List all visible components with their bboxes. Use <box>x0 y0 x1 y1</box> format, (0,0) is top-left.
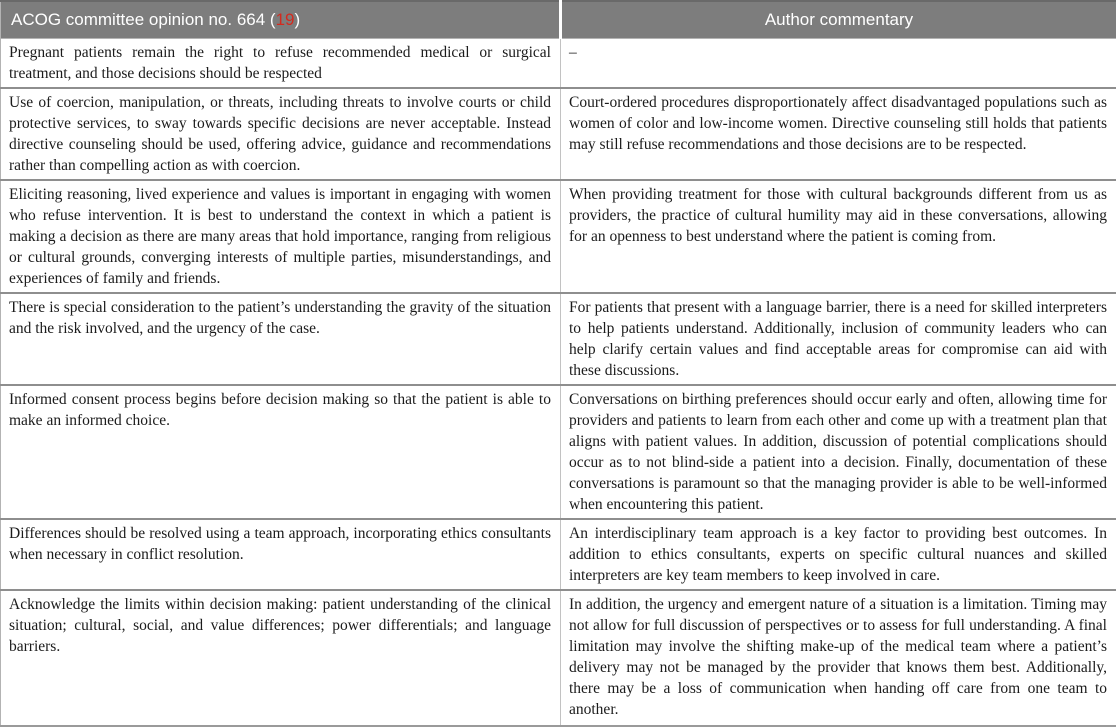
opinion-cell: Differences should be resolved using a team approach, incorporating ethics consultants when necessary in conflict resolution. <box>1 519 561 590</box>
opinion-cell: Pregnant patients remain the right to refuse recommended medical or surgical treatment, and those decisions should be respected <box>1 38 561 88</box>
opinion-cell: Informed consent process begins before decision making so that the patient is able to make an informed choice. <box>1 385 561 519</box>
commentary-cell: Conversations on birthing preferences should occur early and often, allowing time for providers and patients to learn from each other and come up with a treatment plan that aligns with patient values. In addition, discussion of potential complications should occur as to not blind-side a patient into a decision. Finally, documentation of these conversations is paramount so that the managing provider is able to be well-informed when encountering this patient. <box>561 385 1116 519</box>
header-title-suffix: ) <box>295 10 301 29</box>
opinion-cell: Eliciting reasoning, lived experience and values is important in engaging with women who refuse intervention. It is best to understand the context in which a patient is making a decision as there are many areas that hold importance, ranging from religious or cultural grounds, converging interests of multiple parties, misunderstandings, and experiences of family and friends. <box>1 180 561 293</box>
header-title-prefix: ACOG committee opinion no. 664 ( <box>11 10 276 29</box>
commentary-cell: – <box>561 38 1116 88</box>
table-row <box>1 590 1116 726</box>
table-row <box>1 293 1116 385</box>
table-row <box>1 38 1116 88</box>
table-header <box>1 1 1116 38</box>
table-row <box>1 519 1116 590</box>
column-header-author-commentary: Author commentary <box>561 1 1116 38</box>
table-row <box>1 88 1116 180</box>
table-body <box>1 38 1116 726</box>
commentary-cell: When providing treatment for those with cultural backgrounds different from us as providers, the practice of cultural humility may aid in these conversations, allowing for an openness to best understand where the patient is coming from. <box>561 180 1116 293</box>
opinion-cell: Use of coercion, manipulation, or threats, including threats to involve courts or child protective services, to sway towards specific decisions are never acceptable. Instead directive counseling should be used, offering advice, guidance and recommendations rather than compelling action as with coercion. <box>1 88 561 180</box>
commentary-cell: An interdisciplinary team approach is a key factor to providing best outcomes. In addition to ethics consultants, experts on specific cultural nuances and skilled interpreters are key team members to keep involved in care. <box>561 519 1116 590</box>
commentary-cell: Court-ordered procedures disproportionately affect disadvantaged populations such as women of color and low-income women. Directive counseling still holds that patients may still refuse recommendations and those decisions are to be respected. <box>561 88 1116 180</box>
commentary-cell: For patients that present with a language barrier, there is a need for skilled interpreters to help patients understand. Additionally, inclusion of community leaders who can help clarify certain values and find acceptable areas for compromise can aid with these discussions. <box>561 293 1116 385</box>
table-row <box>1 385 1116 519</box>
column-header-acog-opinion <box>1 1 561 38</box>
reference-number: 19 <box>276 10 295 29</box>
header-row <box>1 1 1116 38</box>
commentary-cell: In addition, the urgency and emergent nature of a situation is a limitation. Timing may not allow for full discussion of perspectives or to assess for full understanding. A final limitation may involve the shifting make-up of the medical team where a patient’s delivery may not be managed by the provider that knows them best. Additionally, there may be a loss of communication when handing off care from one team to another. <box>561 590 1116 726</box>
table-row <box>1 180 1116 293</box>
opinion-cell: Acknowledge the limits within decision making: patient understanding of the clinical situation; cultural, social, and value differences; power differentials; and language barriers. <box>1 590 561 726</box>
opinion-cell: There is special consideration to the patient’s understanding the gravity of the situation and the risk involved, and the urgency of the case. <box>1 293 561 385</box>
